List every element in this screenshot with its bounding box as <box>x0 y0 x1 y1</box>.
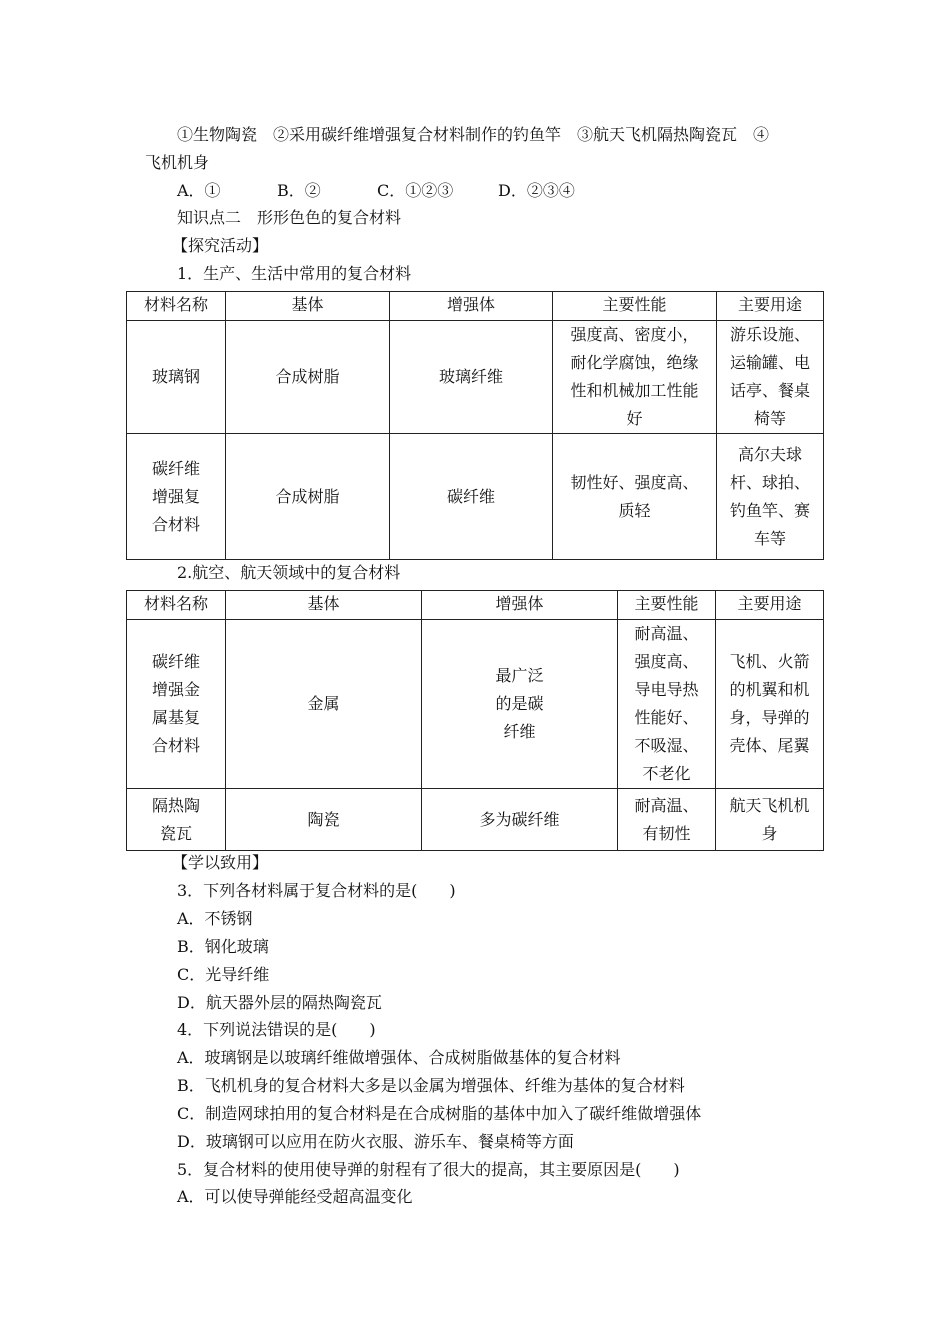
apply-label: 【学以致用】 <box>172 853 269 872</box>
header-cell: 主要性能 <box>553 292 717 321</box>
q4-option-b: B．飞机机身的复合材料大多是以金属为增强体、纤维为基体的复合材料 <box>177 1076 685 1095</box>
table-cell: 强度高、密度小， 耐化学腐蚀，绝缘 性和机械加工性能 好 <box>553 321 717 434</box>
header-cell: 增强体 <box>422 591 618 620</box>
q4-option-a: A．玻璃钢是以玻璃纤维做增强体、合成树脂做基体的复合材料 <box>177 1048 621 1067</box>
header-cell: 基体 <box>226 591 422 620</box>
q2-options <box>177 181 575 201</box>
q3-option-d: D．航天器外层的隔热陶瓷瓦 <box>177 993 382 1012</box>
table-cell: 航天飞机机 身 <box>716 789 824 851</box>
q3-option-a: A．不锈钢 <box>177 909 253 928</box>
header-cell: 增强体 <box>390 292 553 321</box>
table-cell: 合成树脂 <box>226 434 390 560</box>
q2-option-a: A．① <box>177 181 221 200</box>
header-cell: 主要用途 <box>717 292 824 321</box>
header-cell: 材料名称 <box>127 591 226 620</box>
q2-line-1: ①生物陶瓷 ②采用碳纤维增强复合材料制作的钓鱼竿 ③航天飞机隔热陶瓷瓦 ④ <box>177 125 770 144</box>
table-cell: 碳纤维 <box>390 434 553 560</box>
header-cell: 主要性能 <box>618 591 716 620</box>
table-cell: 最广泛 的是碳 纤维 <box>422 620 618 789</box>
q2-option-d: D．②③④ <box>498 181 575 200</box>
q5-option-a: A．可以使导弹能经受超高温变化 <box>177 1187 413 1206</box>
table2-caption: 2.航空、航天领域中的复合材料 <box>177 563 401 582</box>
header-cell: 基体 <box>226 292 390 321</box>
table-cell: 陶瓷 <box>226 789 422 851</box>
table-cell: 合成树脂 <box>226 321 390 434</box>
table-cell: 耐高温、 强度高、 导电导热 性能好、 不吸湿、 不老化 <box>618 620 716 789</box>
table-row <box>127 321 824 434</box>
table-cell: 耐高温、 有韧性 <box>618 789 716 851</box>
table-row <box>127 620 824 789</box>
q2-option-b: B．② <box>277 181 321 200</box>
table-cell: 隔热陶 瓷瓦 <box>127 789 226 851</box>
q4-option-c: C．制造网球拍用的复合材料是在合成树脂的基体中加入了碳纤维做增强体 <box>177 1104 702 1123</box>
table-cell: 高尔夫球 杆、球拍、 钓鱼竿、赛 车等 <box>717 434 824 560</box>
q3-option-c: C．光导纤维 <box>177 965 270 984</box>
table-cell: 金属 <box>226 620 422 789</box>
q5-stem: 5．复合材料的使用使导弹的射程有了很大的提高，其主要原因是( ) <box>177 1160 680 1179</box>
table-cell: 多为碳纤维 <box>422 789 618 851</box>
explore-label: 【探究活动】 <box>172 236 269 255</box>
q3-option-b: B．钢化玻璃 <box>177 937 269 956</box>
table-row <box>127 434 824 560</box>
q2-line-2: 飞机机身 <box>145 153 210 172</box>
table-row <box>127 789 824 851</box>
table-cell: 韧性好、强度高、 质轻 <box>553 434 717 560</box>
q2-option-c: C．①②③ <box>377 181 454 200</box>
table1-caption: 1．生产、生活中常用的复合材料 <box>177 264 412 283</box>
header-cell: 材料名称 <box>127 292 226 321</box>
q3-stem: 3．下列各材料属于复合材料的是( ) <box>177 881 456 900</box>
table-cell: 碳纤维 增强复 合材料 <box>127 434 226 560</box>
header-cell: 主要用途 <box>716 591 824 620</box>
table-header-row <box>127 591 824 620</box>
table-cell: 游乐设施、 运输罐、电 话亭、餐桌 椅等 <box>717 321 824 434</box>
table-cell: 碳纤维 增强金 属基复 合材料 <box>127 620 226 789</box>
table-aerospace-composites <box>126 590 824 851</box>
table-header-row <box>127 292 824 321</box>
table-cell: 玻璃纤维 <box>390 321 553 434</box>
table-cell: 飞机、火箭 的机翼和机 身，导弹的 壳体、尾翼 <box>716 620 824 789</box>
q4-option-d: D．玻璃钢可以应用在防火衣服、游乐车、餐桌椅等方面 <box>177 1132 574 1151</box>
table-common-composites <box>126 291 824 560</box>
section-title: 知识点二 形形色色的复合材料 <box>177 208 402 227</box>
table-cell: 玻璃钢 <box>127 321 226 434</box>
q4-stem: 4．下列说法错误的是( ) <box>177 1020 376 1039</box>
